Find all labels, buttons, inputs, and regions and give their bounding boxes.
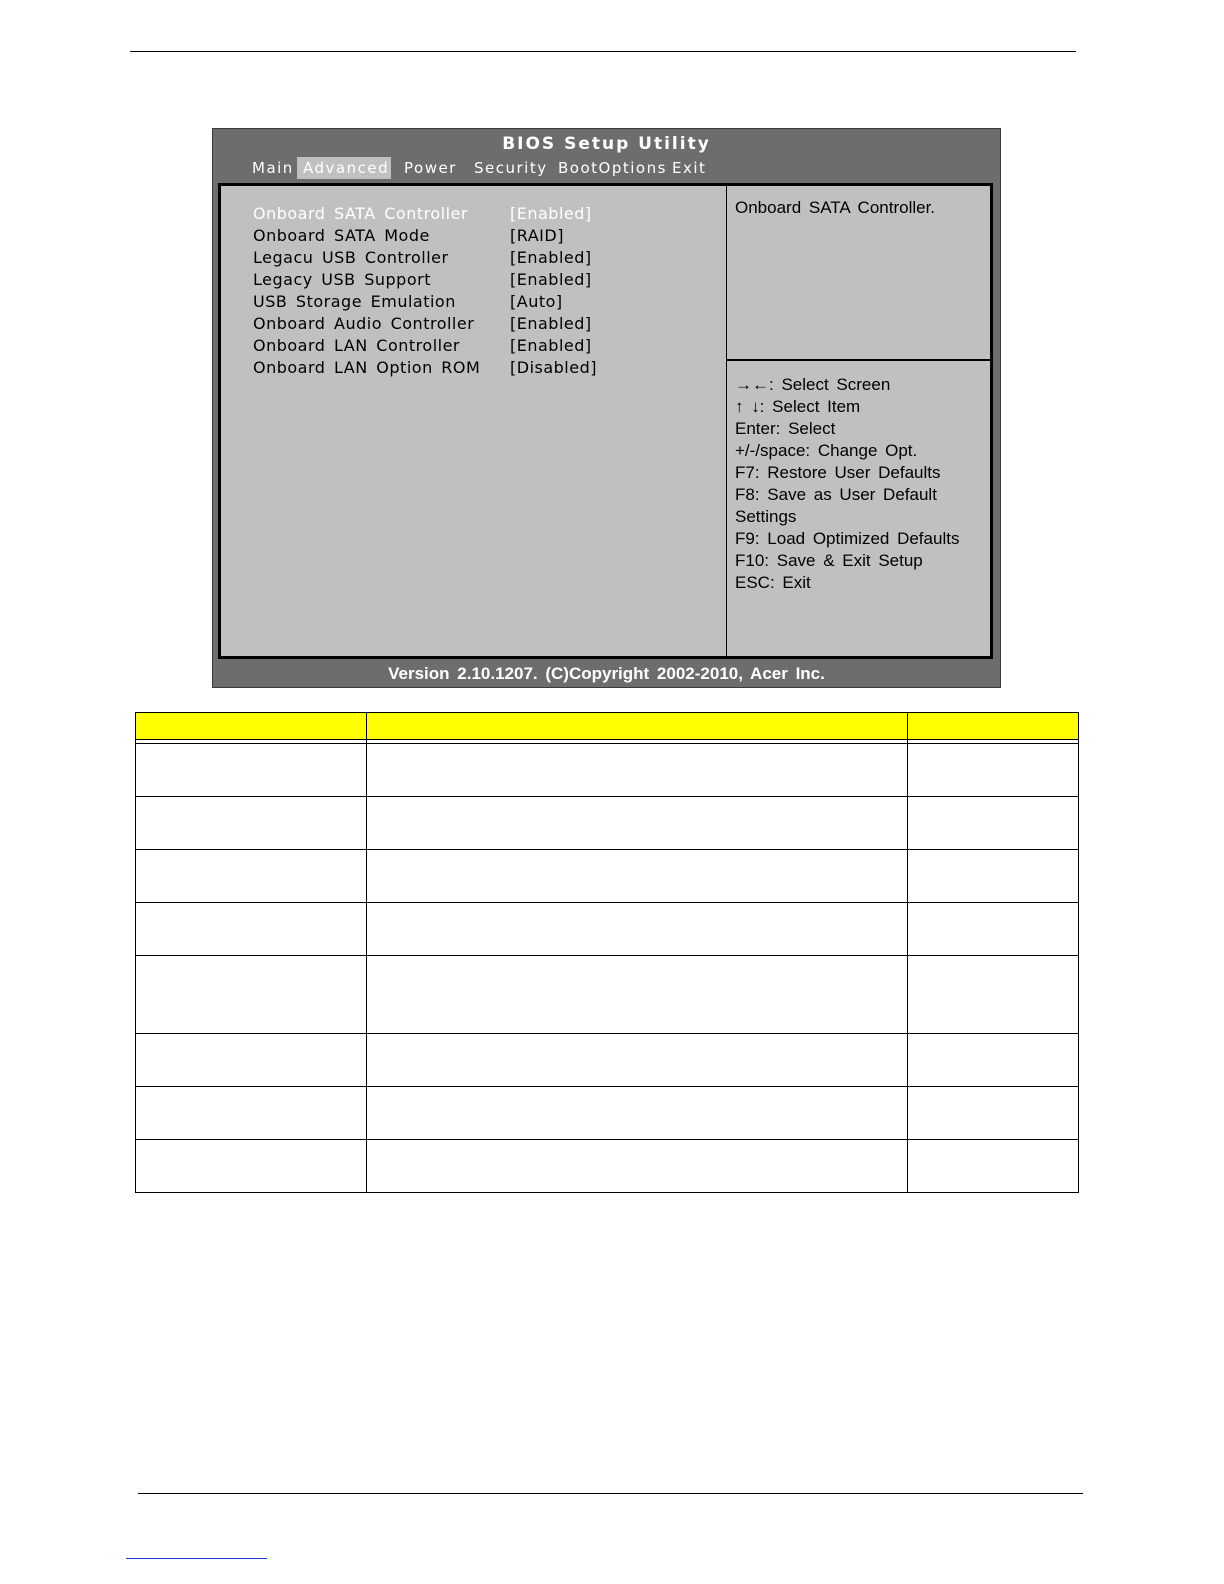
table-cell bbox=[908, 797, 1079, 850]
table-header-cell bbox=[136, 713, 367, 740]
table-header-cell bbox=[908, 713, 1079, 740]
footer-link-underline[interactable] bbox=[126, 1558, 267, 1559]
setting-value[interactable]: [Auto] bbox=[510, 292, 563, 311]
table-cell bbox=[908, 1140, 1079, 1193]
key-select-screen: →←: Select Screen bbox=[735, 375, 891, 394]
setting-value[interactable]: [RAID] bbox=[510, 226, 564, 245]
table-cell bbox=[136, 797, 367, 850]
table-cell bbox=[136, 1087, 367, 1140]
menu-security[interactable]: Security bbox=[474, 159, 548, 177]
key-f9-load: F9: Load Optimized Defaults bbox=[735, 529, 960, 548]
table-row bbox=[136, 1087, 1079, 1140]
menu-bootoptions[interactable]: BootOptions bbox=[558, 159, 667, 177]
table-cell bbox=[908, 1034, 1079, 1087]
table-cell bbox=[367, 850, 908, 903]
setting-label: Onboard Audio Controller bbox=[253, 314, 475, 333]
table-row bbox=[136, 797, 1079, 850]
menu-advanced[interactable]: Advanced bbox=[297, 157, 391, 179]
table-cell bbox=[908, 903, 1079, 956]
table-cell bbox=[136, 850, 367, 903]
key-esc-exit: ESC: Exit bbox=[735, 573, 811, 592]
setting-value[interactable]: [Enabled] bbox=[510, 314, 592, 333]
table-cell bbox=[136, 903, 367, 956]
table-cell bbox=[367, 903, 908, 956]
table-row bbox=[136, 956, 1079, 1034]
setting-label: USB Storage Emulation bbox=[253, 292, 456, 311]
setting-value[interactable]: [Enabled] bbox=[510, 204, 592, 223]
setting-label: Onboard SATA Controller bbox=[253, 204, 468, 223]
table-cell bbox=[908, 1087, 1079, 1140]
parameter-table bbox=[135, 712, 1079, 1193]
key-enter-select: Enter: Select bbox=[735, 419, 836, 438]
table-cell bbox=[908, 744, 1079, 797]
table-cell bbox=[136, 1034, 367, 1087]
setting-value[interactable]: [Enabled] bbox=[510, 270, 592, 289]
setting-value[interactable]: [Enabled] bbox=[510, 248, 592, 267]
setting-value[interactable]: [Enabled] bbox=[510, 336, 592, 355]
bios-main-panel bbox=[218, 183, 993, 659]
table-row bbox=[136, 1034, 1079, 1087]
table-row bbox=[136, 850, 1079, 903]
key-f8-save: F8: Save as User Default bbox=[735, 485, 937, 504]
table-cell bbox=[367, 744, 908, 797]
table-cell bbox=[136, 956, 367, 1034]
table-cell bbox=[367, 797, 908, 850]
key-change-opt: +/-/space: Change Opt. bbox=[735, 441, 918, 460]
table-cell bbox=[367, 1087, 908, 1140]
item-help-text: Onboard SATA Controller. bbox=[735, 198, 936, 217]
table-row bbox=[136, 903, 1079, 956]
table-cell bbox=[136, 1140, 367, 1193]
footer-rule bbox=[138, 1493, 1083, 1494]
header-rule bbox=[130, 51, 1076, 52]
table-header-cell bbox=[367, 713, 908, 740]
table-cell bbox=[908, 956, 1079, 1034]
table-cell bbox=[367, 1140, 908, 1193]
key-select-item: ↑ ↓: Select Item bbox=[735, 397, 861, 416]
help-divider bbox=[726, 359, 990, 361]
table-row bbox=[136, 1140, 1079, 1193]
setting-label: Legacu USB Controller bbox=[253, 248, 449, 267]
menu-main[interactable]: Main bbox=[252, 159, 294, 177]
setting-label: Onboard LAN Option ROM bbox=[253, 358, 481, 377]
menu-exit[interactable]: Exit bbox=[672, 159, 707, 177]
key-f10-save-exit: F10: Save & Exit Setup bbox=[735, 551, 923, 570]
table-cell bbox=[136, 744, 367, 797]
key-legend bbox=[735, 374, 990, 594]
menu-power[interactable]: Power bbox=[404, 159, 457, 177]
table-header-row bbox=[136, 713, 1079, 740]
key-f7-restore: F7: Restore User Defaults bbox=[735, 463, 941, 482]
setting-value[interactable]: [Disabled] bbox=[510, 358, 597, 377]
table-row bbox=[136, 744, 1079, 797]
setting-label: Onboard LAN Controller bbox=[253, 336, 461, 355]
setting-label: Legacy USB Support bbox=[253, 270, 431, 289]
key-f8-settings: Settings bbox=[735, 507, 797, 526]
table-cell bbox=[367, 956, 908, 1034]
bios-screenshot bbox=[212, 128, 1001, 688]
panel-divider bbox=[726, 186, 727, 656]
table-cell bbox=[367, 1034, 908, 1087]
bios-version-bar: Version 2.10.1207. (C)Copyright 2002-2010, Acer Inc. bbox=[388, 664, 825, 683]
table-cell bbox=[908, 850, 1079, 903]
bios-title: BIOS Setup Utility bbox=[502, 134, 711, 154]
setting-label: Onboard SATA Mode bbox=[253, 226, 430, 245]
